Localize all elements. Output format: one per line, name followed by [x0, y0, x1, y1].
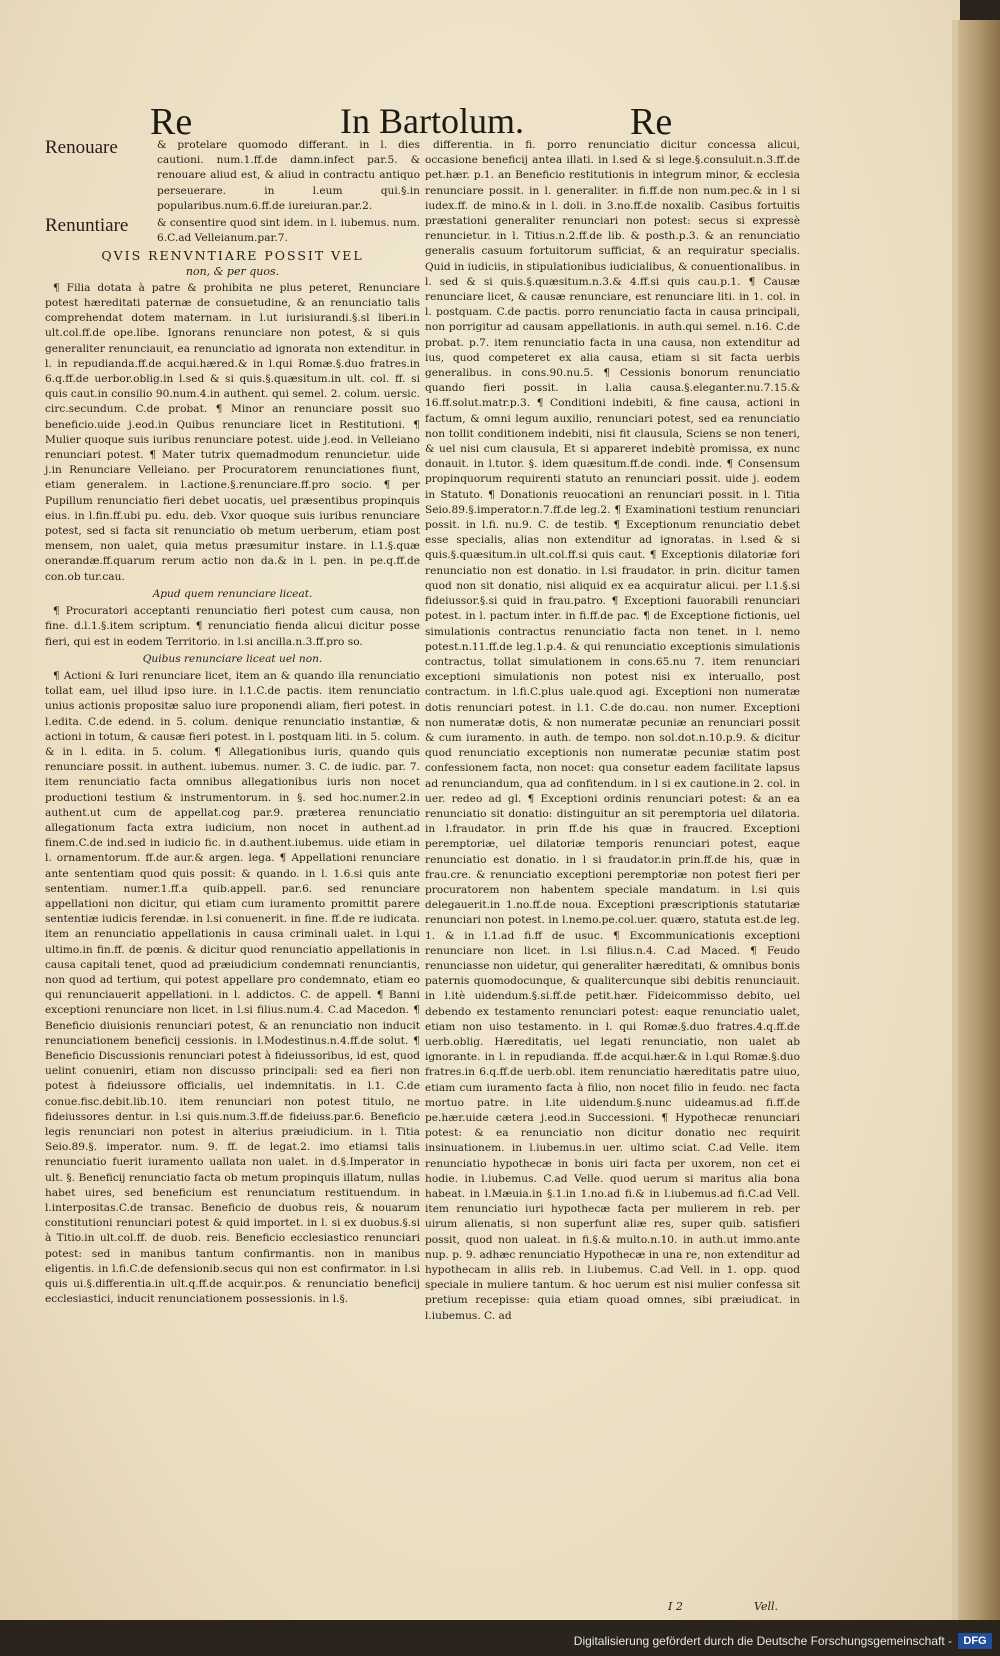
page-footer	[668, 1600, 778, 1613]
paragraph: ¶ Actioni & Iuri renunciare licet, item an & quando illa renunciatio tollat eam, uel illud ipso iure. in l.1.C.de pactis. item renunciatio unius actionis propositæ saluo iure proponendi aliam, fieri potest. in l.edita. C.de edend. in 5. colum. denique renunciatio instantiæ, & actioni in totum, & causæ fieri potest. in l. postquam liti. in 5. colum. & in l. edita. in 5. colum. ¶ Allegationibus iuris, quando quis renunciare possit. in authent. iubemus. numer. 3. C. de iudic. par. 7. item renunciatio facta omnibus allegationibus iuris non nocet productioni testium & instrumentorum. in §. sed hoc.numer.2.in authent.ut cum de appellat.cog par.9. præterea renunciatio allegationum facta extra iudicium, non nocet in authent.ad finem.C.de ind.sed in iudicio fic. in d.authent.iubemus. uide etiam in l. ornamentorum. ff.de aur.& argen. lega. ¶ Appellationi renunciare ante sententiam quod quis possit: & quando. in l. 1.6.si quis ante sententiam. numer.1.ff.a quib.appell. par.6. sed renunciare appellationi non dicitur, qui etiam cum iuramento promittit parere sententiæ iudicis ferendæ. in l.si conuenerit. in fine. ff.de re iudicata. item an renunciatio appellationis in causa criminali ualet. in l.qui ultimo.in fin.ff. de pœnis. & dicitur quod renunciatio appellationis in causa capitali tenet, quod ad præiudicium condemnati renunciantis, non quod ad tertium, qui potest appellare pro condemnato, etiam eo qui renunciauerit appellationi. in l. addictos. C. de appell. ¶ Banni exceptioni renunciare non licet. in l.si filius.num.4. C.ad Macedon. ¶ Beneficio diuisionis renunciari potest, & an renunciatio non inducit renunciationem beneficij cessionis. in l.Modestinus.n.4.ff.de solut. ¶ Beneficio Discussionis renunciari potest à fideiussoribus, id est, quod uelint conueniri, etiam non discusso principali: sed ea fieri non potest à fideiussore officialis, uel indemnitatis. in l.1. C.de conue.fisc.debit.lib.10. item renunciari non potest titulo, ne fideiussores dentur. in l.si quis.num.3.ff.de fideiuss.par.6. Beneficio legis renunciari non potest in alterius præiudicium. in l. Titia Seio.89.§. imperator. num. 9. ff. de legat.2. imo etiamsi talis renunciatio fuerit iuramento uallata non ualet. in d.§.Imperator in ult. §. Beneficij renunciatio facta ob metum propinquis illatum, nullas habet uires, sed beneficium est renunciatum restituendum. in l.interpositas.C.de transac. Beneficio de duobus reis, & nouarum constitutioni renunciari potest & quid importet. in l. si ex duobus.§.si à Titio.in ult.col.ff. de duob. reis. Beneficio ecclesiastico renunciari potest: sed in manibus tantum confirmantis. non in manibus eligentis. in l.fi.C.de defensionib.secus qui non est confirmator. in l.si quis ui.§.differentia.in ult.q.ff.de acquir.pos. & renunciatio beneficij ecclesiastici, inducit renunciationem possessionis. in l.§.	[45, 669, 420, 1306]
lemma-word: Renuntiare	[45, 215, 129, 237]
paragraph: ¶ Filia dotata à patre & prohibita ne plus peteret, Renunciare potest hæreditati paternæ de consuetudine, & an renunciatio talis comprehendat dotem maternam. in l.ut iurisiurandi.§.sl liberi.in ult.col.ff.de ope.libe. Ignorans renunciare non potest, & si quis generaliter renunciauit, ea renunciatio ad ignorata non extenditur. in l. in repudianda.ff.de acqui.hæred.& in l.qui Romæ.§.duo fratres.in 6.q.ff.de uerbor.oblig.in l.sed & si quis.§.quæsitum.in ult. col. ff. si quis caut.in consilio 90.num.4.in authent. qui semel. 2. colum. uersic. circ.secundum. C.de probat. ¶ Minor an renunciare possit suo beneficio.uide j.eod.in Quibus renunciare licet in Restitutioni. ¶ Mulier quoque suis iuribus renunciare potest. uide j.eod. in Velleiano renunciari potest. ¶ Mater tutrix quemadmodum renuncietur. uide j.in Renunciare Velleiano. per Procuratorem renunciationes fiunt, etiam generalem. in l.actione.§.renunciare.ff.pro socio. ¶ per Pupillum renunciatio fieri debet uocatis, uel præsentibus propinquis eius. in l.fin.ff.ubi pu. edu. deb. Vxor quoque suis iuribus renunciare potest, sed si facta sit renunciatio ob metum uerberum, etiam post mensem, non ualet, quia metus præsumitur instare. in l.1.§.quæ onerandæ.ff.quarum rerum actio non da.& in l. pen. in pe.q.ff.de con.ob tur.cau.	[45, 281, 420, 583]
signature-mark: I 2	[668, 1600, 683, 1613]
right-column	[425, 138, 800, 1324]
section-subtitle: non, & per quos.	[185, 264, 280, 278]
lemma-text: & consentire quod sint idem. in l. iubemus. num. 6.C.ad Velleianum.par.7.	[157, 217, 420, 245]
lemma-word: Renouare	[45, 137, 118, 158]
running-head-title: In Bartolum.	[340, 101, 524, 141]
credit-text: Digitalisierung gefördert durch die Deutsche Forschungsgemeinschaft -	[573, 1634, 952, 1648]
running-head-right: Re	[630, 101, 673, 143]
lemma-entry	[45, 216, 420, 246]
paragraph: differentia. in fi. porro renunciatio dicitur concessa alicui, occasione beneficij antea illati. in l.sed & si lege.§.consuluit.n.3.ff.de pet.hær. p.1. an Beneficio restitutionis in integrum minor, & ecclesia renunciare possit. in l. generaliter. in fi.ff.de non num.pec.& in l si iudex.ff. de mino.& in l. doli. in 3.no.ff.de noxalib. Casibus fortuitis præstationi generaliter renunciari non potest: secus si expressè renuncietur. in l. Titius.n.2.ff.de lib. & posth.p.3. & an renunciatio generalis casuum fortuitorum sufficiat, & an requiratur specialis. Quid in iudiciis, in stipulationibus iudicialibus, & conuentionalibus. in l. sed & si quis.§.quæsitum.n.3.& 4.ff.si quis cau.p.1. ¶ Causæ renunciare licet, & causæ renunciare, est renunciare liti. in 1. col. in l. postquam. C.de pactis. porro renunciatio facta in causa principali, non porrigitur ad causam appellationis. in auth.qui semel. n.16. C.de probat. p.7. item renunciatio facta in una causa, non extenditur ad ius, quod competeret ex alia causa, etiam si sit facta uerbis generalibus. in cons.90.nu.5. ¶ Cessionis bonorum renunciatio quando fieri possit. in l.alia causa.§.eleganter.nu.7.15.& 16.ff.solut.matr.p.3. ¶ Conditioni indebiti, & fine causa, actioni in factum, & omni legum auxilio, renunciari potest, sed ea renunciatio non tollit conditionem indebiti, nisi fit clausula, Sciens se non teneri, & uel nisi cum clausula, Et si appareret indebitè promissa, ex nunc donauit. in l.tutor. §. idem quæsitum.ff.de condi. inde. ¶ Consensum propinquorum requirenti statuto an renunciari possit. uide j. eodem in Statuto. ¶ Donationis reuocationi an renunciari possit. in l. Titia Seio.89.§.imperator.n.7.ff.de leg.2. ¶ Examinationi testium renunciari possit. in l.fi. nu.9. C. de testib. ¶ Exceptionum renunciatio debet esse specialis, alias non extenditur ad ignoratas. in l.sed & si quis.§.quæsitum.in ult.col.ff.si quis caut. ¶ Exceptionis dilatoriæ fori renunciatio non est donatio. in l.si fraudator. in prin. dicitur tamen quod non sit donatio, nisi aliquid ex ea acquiratur alicui. per l.1.§.si fideiussor.§.si quid in frau.patro. ¶ Exceptioni fauorabili renunciari potest. in l. pactum inter. in fi.ff.de pac. ¶ de Exceptione fictionis, uel simulationis contractus renunciatio facta non tenet. in l. nemo potest.n.11.ff.de leg.1.p.4. & qui renunciatio exceptionis simulationis contractus, tollat simulationem in cons.65.nu 7. item renunciari exceptioni simulationis non potest nisi ex interuallo, post contractum. in l.fi.C.plus uale.quod agi. Exceptioni non numeratæ dotis renunciari potest. in l.1. C.de do.cau. non numer. Exceptioni non numeratæ dotis, & non numeratæ pecuniæ an renunciari possit & cum iuramento. in auth. de tempo. non sol.dot.n.10.p.9. & dicitur quod renunciatio exceptionis non numeratæ pecuniæ statim post confessionem facta, non nocet: qua consetur eadem facilitate lapsus ad renunciandum, qua ad confitendum. in l si ex cautione.in 2. col. in uer. redeo ad gl. ¶ Exceptioni ordinis renunciari potest: & an ea renunciatio sit donatio: distinguitur an sit peremptoria uel dilatoria. in l.fraudator. in prin ff.de his quæ in fraucred. Exceptioni peremptoriæ, uel dilatoriæ temporis renunciari potest, eaque renunciatio est donatio. in l si fraudator.in prin.ff.de his, quæ in frau.cre. & renunciatio exceptioni peremptoriæ non potest fieri per procuratorem non habentem speciale mandatum. in l.si quis delegauerit.in 1.no.ff.de noua. Exceptioni præscriptionis statutariæ renunciari non potest. in l.nemo.pe.col.uer. quæro, statuta est.de leg. 1. & in l.1.ad fi.ff de usuc. ¶ Excommunicationis exceptioni renunciare non licet. in l.si filius.n.4. C.ad Maced. ¶ Feudo renunciasse non uidetur, qui generaliter hæreditati, & omnibus bonis paternis quomodocunque, & qualitercunque sibi debitis renunciauit. in l.itè uidendum.§.si.ff.de petit.hær. Fideicommisso debito, uel debendo ex testamento renunciari potest: eaque renunciatio ualet, etiam non uiso testamento. in l. qui Romæ.§.duo fratres.4.q.ff.de uerb.oblig. Hæreditatis, uel legati renunciatio, non ualet ab ignorante. in l. in repudianda. ff.de acqui.hær.& in l.qui Romæ.§.duo fratres.in 6.q.ff.de uerb.obl. item renunciatio hæreditatis patre uiuo, etiam cum iuramento facta à filio, non nocet filio in feudo. nec facta mortuo patre. in l.ite uidendum.§.nunc uideamus.ad fi.ff.de pe.hær.uide cætera j.eod.in Successioni. ¶ Hypothecæ renunciari potest: & ea renunciatio non dicitur donatio nec requirit insinuationem. in l.iubemus.in uer. ultimo sciat. C.ad Velle. item renunciatio hypothecæ in bonis uiri facta per uxorem, non cet ei hodie. in l.iubemus. C.ad Velle. quod uerum si maritus alia bona habeat. in l.Mæuia.in §.1.in 1.no.ad fi.& in l.iubemus.ad fi.C.ad Vell. item renunciatio iuri hypothecæ facta per mulierem in reb. per uirum alienatis, si non superfunt aliæ res, super quib. satisfieri possit, quod non ualeat. in fi.§.& multo.n.10. in auth.ut immo.ante nup. p. 9. adhæc renunciatio Hypothecæ in una re, non extenditur ad hypothecam in aliis reb. in l.iubemus. C.ad Vell. in 1. opp. quod speciale in muliere tantum. & hoc uerum est nisi mulier confessa sit pretium recepisse: quia etiam quoad omnes, sibi præiudicat. in l.iubemus. C. ad	[425, 139, 800, 1322]
lemma-entry	[45, 138, 420, 214]
lemma-text: & protelare quomodo differant. in l. dies cautioni. num.1.ff.de damn.infect par.5. & renouare aliud est, & aliud in contractu antiquo perseuerare. in l.eum qui.§.in popularibus.num.6.ff.de iureiuran.par.2.	[157, 139, 420, 212]
section-title: QVIS RENVNTIARE POSSIT VEL	[101, 248, 364, 264]
dfg-logo: DFG	[958, 1633, 992, 1649]
book-spine	[958, 20, 1000, 1620]
sub-heading: Apud quem renunciare liceat.	[152, 587, 313, 600]
sub-heading: Quibus renunciare liceat uel non.	[142, 652, 323, 665]
running-head-left: Re	[150, 101, 193, 143]
paragraph: ¶ Procuratori acceptanti renunciatio fieri potest cum causa, non fine. d.l.1.§.item scriptum. ¶ renunciatio fienda alicui dicitur posse fieri, qui est in eodem Territorio. in l.si ancilla.n.3.ff.pro so.	[45, 605, 420, 648]
credit-bar	[0, 1628, 1000, 1656]
left-column	[45, 138, 420, 1307]
catchword: Vell.	[754, 1600, 778, 1613]
